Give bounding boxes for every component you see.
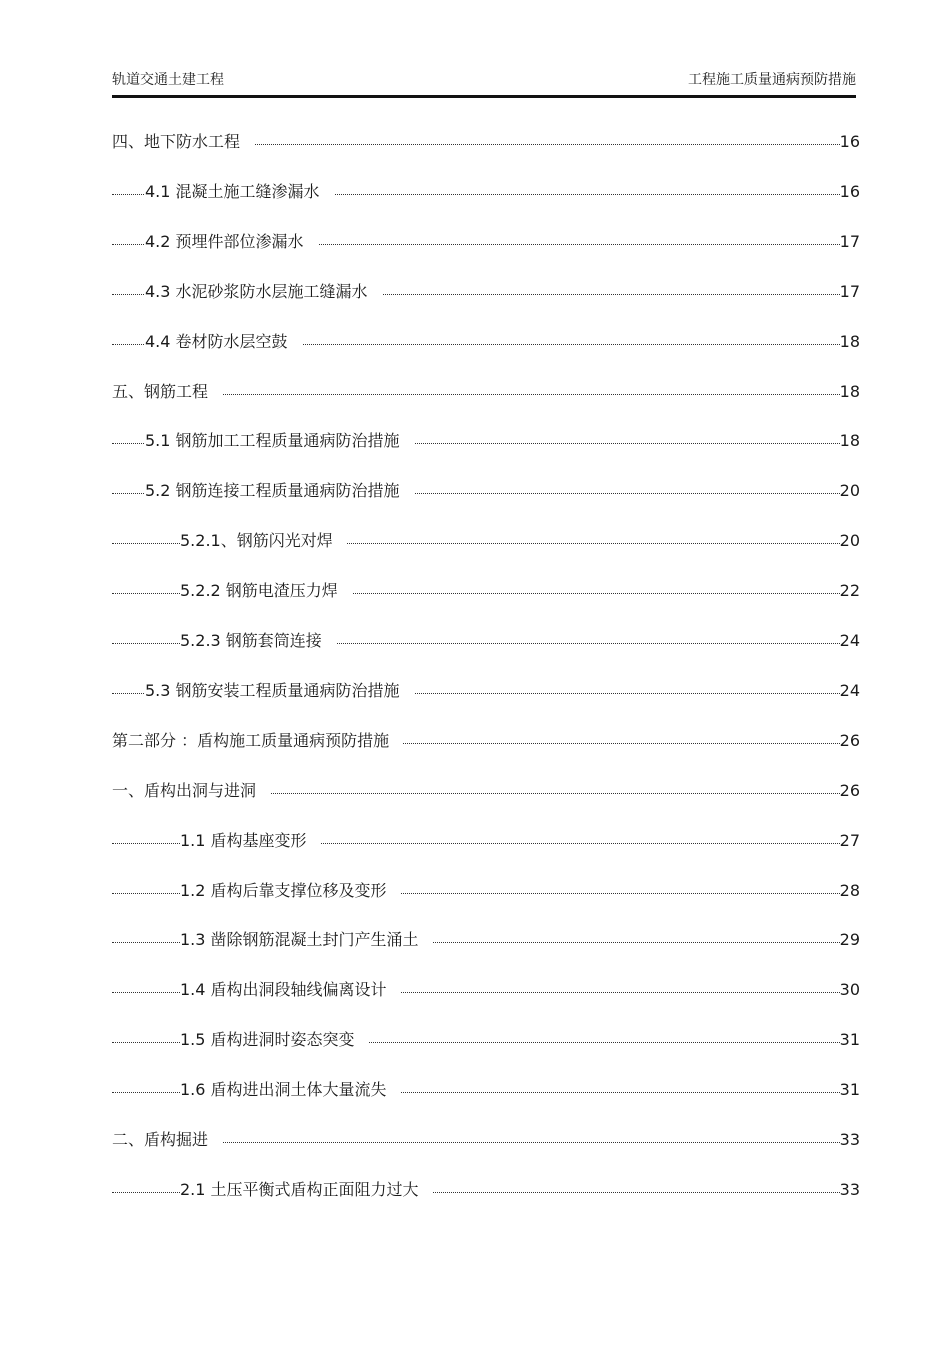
toc-entry-page-number: 17 <box>839 232 860 251</box>
toc-entry-title: 4.3 水泥砂浆防水层施工缝漏水 <box>145 281 382 303</box>
toc-entry-title: 二、盾构掘进 <box>112 1129 222 1151</box>
toc-entry-page-number: 18 <box>839 332 860 351</box>
toc-entry-page-number: 30 <box>839 980 860 999</box>
toc-entry-title: 五、钢筋工程 <box>112 381 222 403</box>
toc-entry[interactable] <box>0 1029 950 1053</box>
toc-entry[interactable] <box>0 979 950 1003</box>
header-rule <box>112 95 856 98</box>
toc-entry-page-number: 24 <box>839 681 860 700</box>
header-project-title: 轨道交通土建工程 <box>112 72 224 88</box>
toc-entry-page-number: 22 <box>839 581 860 600</box>
page-header <box>112 70 856 92</box>
toc-entry-title: 2.1 土压平衡式盾构正面阻力过大 <box>180 1179 433 1201</box>
toc-entry[interactable] <box>0 830 950 854</box>
toc-entry[interactable] <box>0 880 950 904</box>
toc-entry-page-number: 20 <box>839 481 860 500</box>
toc-entry-title: 5.2.1、钢筋闪光对焊 <box>180 530 347 552</box>
toc-entry[interactable] <box>0 381 950 405</box>
toc-entry-title: 1.2 盾构后靠支撑位移及变形 <box>180 880 401 902</box>
toc-entry-page-number: 16 <box>839 132 860 151</box>
toc-entry[interactable] <box>0 580 950 604</box>
toc-entry-title: 1.1 盾构基座变形 <box>180 830 321 852</box>
toc-entry-title: 5.2 钢筋连接工程质量通病防治措施 <box>145 480 414 502</box>
header-document-title: 工程施工质量通病预防措施 <box>688 72 856 88</box>
toc-entry-page-number: 31 <box>839 1030 860 1049</box>
toc-entry[interactable] <box>0 680 950 704</box>
toc-entry[interactable] <box>0 231 950 255</box>
toc-entry[interactable] <box>0 131 950 155</box>
toc-entry[interactable] <box>0 331 950 355</box>
toc-entry[interactable] <box>0 281 950 305</box>
toc-entry[interactable] <box>0 530 950 554</box>
toc-entry-page-number: 18 <box>839 431 860 450</box>
toc-entry-page-number: 33 <box>839 1130 860 1149</box>
toc-entry-title: 一、盾构出洞与进洞 <box>112 780 270 802</box>
toc-entry-page-number: 31 <box>839 1080 860 1099</box>
toc-entry[interactable] <box>0 430 950 454</box>
toc-entry[interactable] <box>0 929 950 953</box>
toc-entry[interactable] <box>0 480 950 504</box>
toc-entry-title: 4.4 卷材防水层空鼓 <box>145 331 302 353</box>
toc-entry-page-number: 17 <box>839 282 860 301</box>
toc-entry[interactable] <box>0 630 950 654</box>
toc-entry-title: 5.2.3 钢筋套筒连接 <box>180 630 336 652</box>
toc-entry-title: 1.5 盾构进洞时姿态突变 <box>180 1029 369 1051</box>
toc-entry-title: 4.1 混凝土施工缝渗漏水 <box>145 181 334 203</box>
toc-entry-title: 4.2 预埋件部位渗漏水 <box>145 231 318 253</box>
toc-entry-page-number: 28 <box>839 881 860 900</box>
toc-entry-title: 5.2.2 钢筋电渣压力焊 <box>180 580 352 602</box>
toc-entry[interactable] <box>0 1129 950 1153</box>
toc-entry-page-number: 26 <box>839 781 860 800</box>
toc-entry-title: 四、地下防水工程 <box>112 131 254 153</box>
toc-entry[interactable] <box>0 1079 950 1103</box>
toc-entry-title: 5.1 钢筋加工工程质量通病防治措施 <box>145 430 414 452</box>
toc-entry-page-number: 27 <box>839 831 860 850</box>
toc-entry-page-number: 20 <box>839 531 860 550</box>
toc-entry-title: 第二部分 ：盾构施工质量通病预防措施 <box>112 730 403 752</box>
toc-entry-title: 5.3 钢筋安装工程质量通病防治措施 <box>145 680 414 702</box>
toc-entry-title: 1.4 盾构出洞段轴线偏离设计 <box>180 979 401 1001</box>
toc-entry[interactable] <box>0 780 950 804</box>
toc-entry-page-number: 18 <box>839 382 860 401</box>
toc-entry-page-number: 33 <box>839 1180 860 1199</box>
toc-entry-page-number: 16 <box>839 182 860 201</box>
toc-entry[interactable] <box>0 1179 950 1203</box>
toc-entry-page-number: 24 <box>839 631 860 650</box>
toc-entry-page-number: 29 <box>839 930 860 949</box>
toc-entry[interactable] <box>0 730 950 754</box>
toc-entry-page-number: 26 <box>839 731 860 750</box>
toc-entry[interactable] <box>0 181 950 205</box>
toc-entry-title: 1.6 盾构进出洞土体大量流失 <box>180 1079 401 1101</box>
toc-entry-title: 1.3 凿除钢筋混凝土封门产生涌土 <box>180 929 433 951</box>
